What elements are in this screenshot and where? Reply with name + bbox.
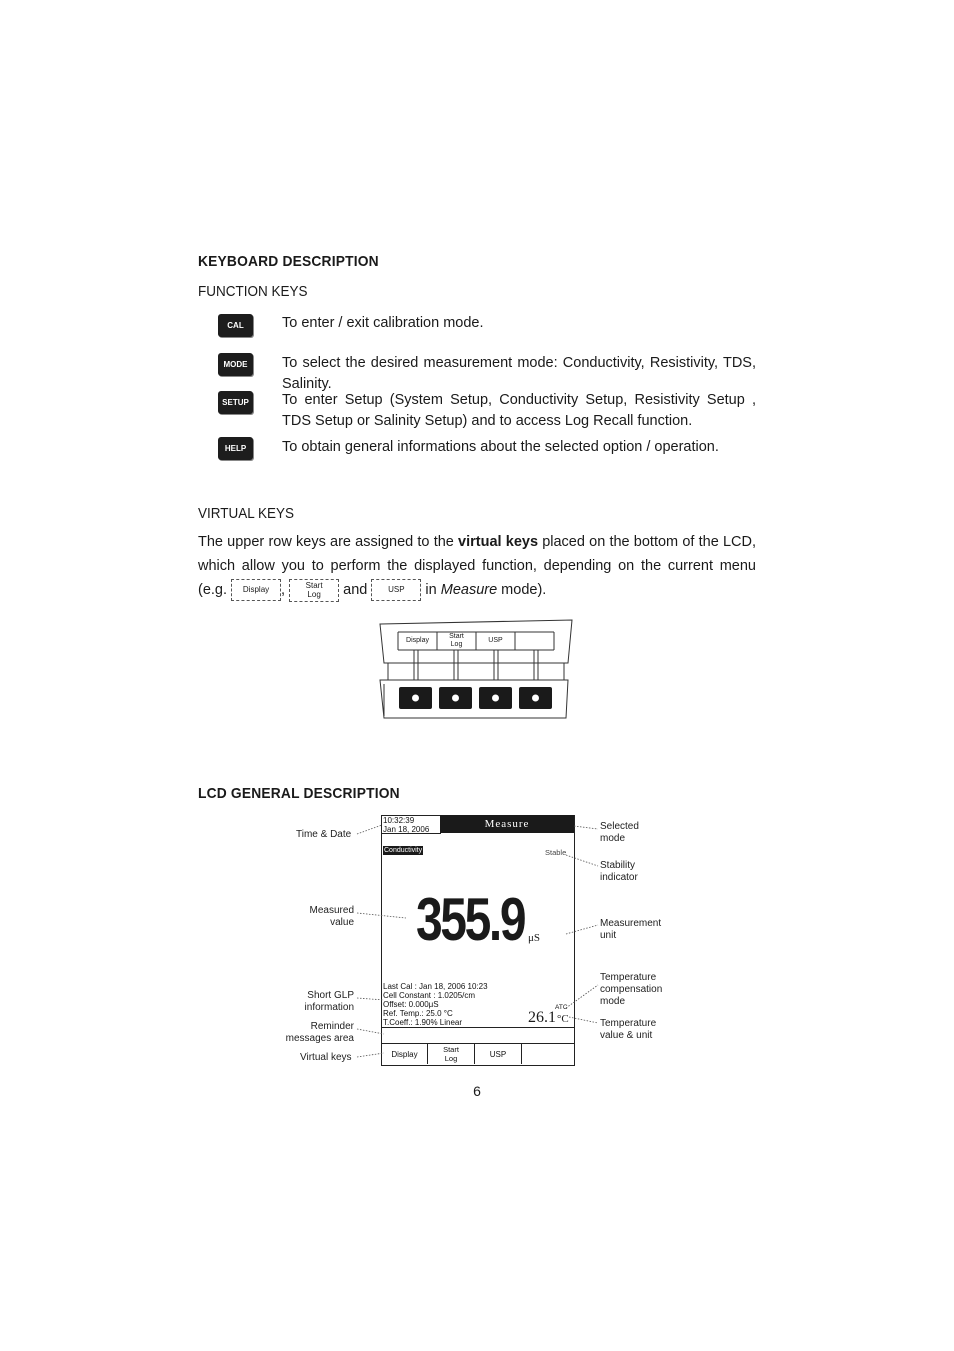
diagram-log: Log [450, 641, 463, 648]
example-display-key-label: Display [242, 585, 270, 595]
lcd-glp-line: T.Coeff.: 1.90% Linear [383, 1018, 463, 1027]
callout-measurement-unit [600, 918, 661, 942]
example-usp-key-label: USP [388, 585, 405, 595]
lcd-vkey-display: Display [391, 1050, 418, 1059]
lcd-stable: Stable [545, 848, 567, 857]
para-measure-italic: Measure [440, 582, 498, 598]
example-log-label: Log [307, 589, 321, 599]
callout-reminder [280, 1021, 354, 1045]
lcd-vkey-usp: USP [489, 1050, 507, 1059]
page-number: 6 [473, 1083, 481, 1099]
section-heading-keyboard: KEYBOARD DESCRIPTION [198, 253, 379, 270]
para-in: in [425, 582, 437, 598]
subheading-virtual-keys: VIRTUAL KEYS [198, 505, 295, 522]
lcd-time: 10:32:39 [383, 816, 415, 825]
diagram-start: Start [449, 633, 464, 640]
callout-glp-1: Short GLP [307, 990, 354, 1001]
callout-tv-1: Temperature [600, 1018, 657, 1029]
lcd-temperature-unit: °C [557, 1013, 569, 1025]
lcd-mode-title: Measure [440, 815, 574, 833]
example-start-label: Start [305, 580, 323, 590]
diagram-usp-label: USP [488, 637, 503, 644]
setup-key-label: SETUP [222, 398, 249, 407]
callout-stability-1: Stability [600, 860, 636, 871]
lcd-glp-line: Last Cal : Jan 18, 2006 10:23 [383, 982, 488, 991]
callout-reminder-2: messages area [285, 1033, 354, 1044]
lcd-range-badge: Conductivity [384, 847, 423, 854]
section-heading-lcd: LCD GENERAL DESCRIPTION [198, 785, 400, 802]
callout-tv-2: value & unit [600, 1030, 653, 1041]
lcd-measured-value: 355.9 [416, 886, 525, 953]
lcd-glp-line: Cell Constant : 1.0205/cm [383, 991, 476, 1000]
callout-selected-2: mode [600, 833, 626, 844]
callout-stability-2: indicator [600, 872, 638, 883]
callout-tc-2: compensation [600, 984, 663, 995]
lcd-atc: ATC [555, 1004, 568, 1011]
para-text-1: The upper row keys are assigned to the [198, 534, 459, 550]
callout-glp-2: information [304, 1002, 354, 1013]
lcd-date: Jan 18, 2006 [383, 825, 430, 834]
callout-measured-value [300, 905, 354, 929]
callout-selected-1: Selected [600, 821, 639, 832]
callout-time-date: Time & Date [296, 829, 352, 840]
cal-key-description: To enter / exit calibration mode. [282, 315, 484, 331]
callout-virtual-keys: Virtual keys [300, 1052, 352, 1063]
para-mode-end: mode). [497, 582, 547, 598]
para-sep: , [281, 582, 286, 598]
lcd-measure-unit: μS [528, 932, 541, 944]
callout-temp-value [600, 1018, 656, 1042]
diagram-display-label: Display [406, 637, 429, 644]
lcd-vkey-log: Log [444, 1054, 458, 1063]
setup-key-description: To enter Setup (System Setup, Conductivity Setup, Resistivity Setup , TDS Setup or Salinity Setup) and to access Log Recall function. [282, 392, 756, 429]
callout-measured-2: value [330, 917, 354, 928]
help-key-label: HELP [224, 444, 247, 453]
subheading-function-keys: FUNCTION KEYS [198, 283, 308, 300]
callout-tc-3: mode [600, 996, 626, 1007]
callout-stability [600, 860, 638, 884]
para-and: and [343, 582, 368, 598]
callout-short-glp [290, 990, 354, 1014]
callout-reminder-1: Reminder [310, 1021, 354, 1032]
mode-key-description: To select the desired measurement mode: Conductivity, Resistivity, TDS, Salinity. [282, 355, 756, 392]
para-text-2: placed on the bottom of the LCD, which allow you to perform the displayed function, depending on the current menu (e.g. [198, 534, 756, 598]
callout-temp-comp [600, 972, 662, 1008]
lcd-temperature: 26.1 [528, 1009, 556, 1026]
lcd-glp-line: Offset: 0.000μS [383, 1000, 439, 1009]
callout-measured-1: Measured [309, 905, 354, 916]
help-key-description: To obtain general informations about the selected option / operation. [282, 439, 719, 455]
lcd-glp-line: Ref. Temp.: 25.0 °C [383, 1009, 453, 1018]
callout-unit-1: Measurement [600, 918, 662, 929]
mode-key-label: MODE [223, 360, 248, 369]
cal-key-label: CAL [227, 321, 244, 330]
callout-unit-2: unit [600, 930, 617, 941]
para-bold-virtual-keys: virtual keys [458, 534, 539, 550]
callout-selected-mode [600, 821, 639, 845]
callout-tc-1: Temperature [600, 972, 657, 983]
lcd-vkey-start: Start [443, 1045, 459, 1054]
